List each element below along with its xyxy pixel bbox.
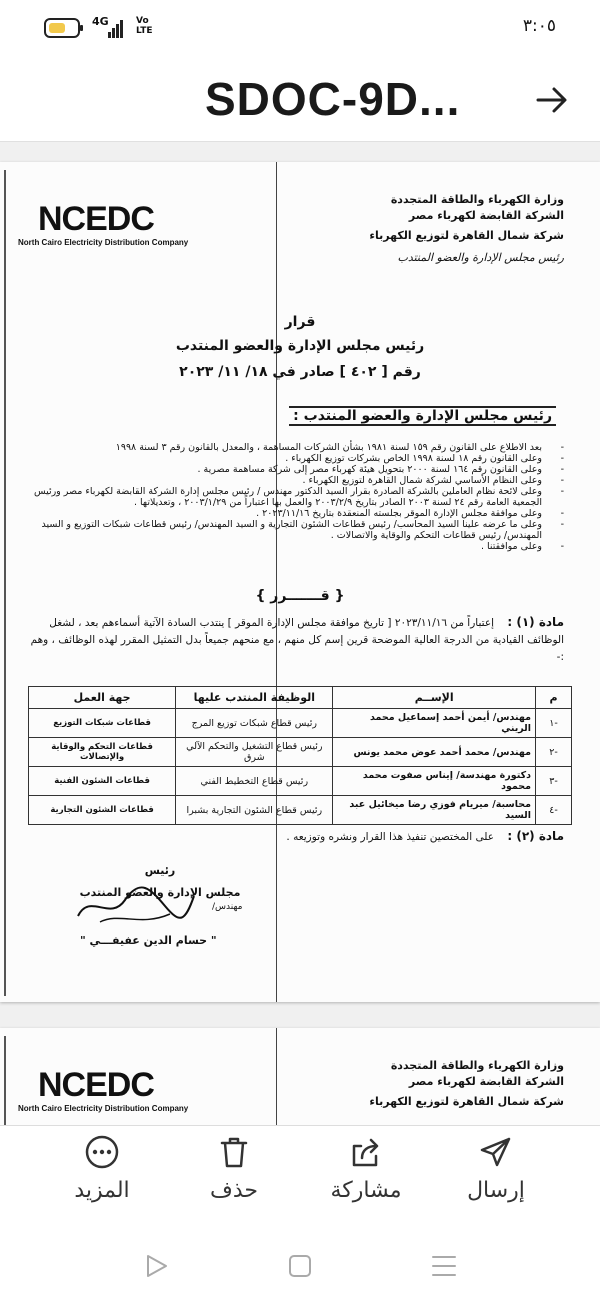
org-line-3: شركة شمال القاهرة لتوزيع الكهرباء	[369, 1095, 564, 1108]
cell-department: قطاعات الشئون الفنية	[29, 767, 176, 796]
cell-number: -٢	[536, 738, 572, 767]
share-label: مشاركة	[330, 1178, 402, 1203]
cell-name: مهندس/ أيمن أحمد إسماعيل محمد الريني	[333, 709, 536, 738]
send-icon	[478, 1134, 514, 1170]
section-heading: رئيس مجلس الإدارة والعضو المنتدب :	[0, 408, 600, 424]
preamble-list	[24, 442, 564, 552]
org-line-1: وزارة الكهرباء والطاقة المتجددة	[390, 1059, 564, 1072]
document-page-2	[0, 1028, 600, 1125]
table-row	[29, 796, 572, 825]
send-label: إرسال	[467, 1178, 525, 1203]
article-2-text: على المختصين تنفيذ هذا القرار ونشره وتوزيعه .	[286, 831, 495, 843]
table-header-row	[29, 687, 572, 709]
table-row	[29, 738, 572, 767]
cell-position: رئيس قطاع الشئون التجارية بشبرا	[176, 796, 333, 825]
signal-icon	[108, 20, 124, 38]
recents-menu-icon[interactable]	[422, 1244, 466, 1288]
col-header-number: م	[536, 687, 572, 709]
staff-table	[28, 686, 572, 825]
document-page-1	[0, 162, 600, 1002]
preamble-item: - وعلى النظام الأساسي لشركة شمال القاهرة لتوزيع الكهرباء .	[24, 475, 564, 486]
decision-title: قرار	[284, 314, 316, 330]
org-line-3: شركة شمال القاهرة لتوزيع الكهرباء	[369, 229, 564, 242]
preamble-item: - وعلى موافقتنا .	[24, 541, 564, 552]
send-button[interactable]	[436, 1126, 556, 1231]
table-row	[29, 767, 572, 796]
more-button[interactable]	[42, 1126, 162, 1231]
preamble-item: - وعلى ما عرضه علينا السيد المحاسب/ رئيس قطاعات الشئون التجارية و السيد المهندس/ رئيس قطاعات شبكات التوزيع و السيد المهندس/ رئيس قطاعات التحكم والوقاية والاتصالات .	[24, 519, 564, 541]
article-1	[24, 614, 564, 666]
cell-number: -٤	[536, 796, 572, 825]
cell-number: -١	[536, 709, 572, 738]
preamble-item: - وعلى القانون رقم ١٦٤ لسنة ٢٠٠٠ بتحويل هيئة كهرباء مصر إلى شركة مساهمة مصرية .	[24, 464, 564, 475]
cell-department: قطاعات التحكم والوقاية والإتصالات	[29, 738, 176, 767]
network-type: 4G	[92, 15, 109, 28]
col-header-department: جهة العمل	[29, 687, 176, 709]
home-square-icon[interactable]	[278, 1244, 322, 1288]
company-logo: NCEDC	[38, 200, 154, 238]
trash-icon	[216, 1134, 252, 1170]
cell-position: رئيس قطاع التشغيل والتحكم الآلي شرق	[176, 738, 333, 767]
volte-icon: Vo LTE	[136, 16, 153, 36]
decision-heading: { قـــــــرر }	[255, 588, 345, 604]
cell-department: قطاعات شبكات التوزيع	[29, 709, 176, 738]
decision-title-line2: رئيس مجلس الإدارة والعضو المنتدب	[175, 338, 425, 354]
document-title: SDOC-9D...	[205, 73, 461, 125]
signature-title-1: رئيس	[144, 864, 176, 877]
preamble-item: - وعلى لائحة نظام العاملين بالشركة الصادرة بقرار السيد الدكتور مهندس / رئيس مجلس إدارة الشركة القابضة لكهرباء مصر ورئيس الجمعية العامة رقم ٢٤ لسنة ٢٠٠٣ الصادر بتاريخ ٢٠٠٣/٢/٩ والعمل بها اعتباراً من ٢٠٠٣/١/٢٩ ، وتعديلاتها .	[24, 486, 564, 508]
back-triangle-icon[interactable]	[134, 1244, 178, 1288]
signature-name: " حسام الدين عفيفـــي "	[80, 934, 217, 947]
article-1-text: إعتباراً من ٢٠٢٣/١١/١٦ [ تاريخ موافقة مجلس الإدارة الموقر ] ينتدب السادة الآتية أسماءهم بعد ، لشغل الوظائف القيادية من الدرجة العالية الموضحة قرين إسم كل منهم ، مع منحهم جميعاً بدل التمثيل المقرر لهذه الوظائف ، وهم :-	[30, 617, 564, 663]
col-header-name: الإســم	[333, 687, 536, 709]
cell-position: رئيس قطاع شبكات توزيع المرج	[176, 709, 333, 738]
company-logo-subtitle: North Cairo Electricity Distribution Company	[18, 1104, 189, 1113]
more-label: المزيد	[74, 1178, 130, 1203]
preamble-item: - وعلى موافقة مجلس الإدارة الموقر بجلسته المنعقدة بتاريخ ٢٠٢٣/١١/١٦ .	[24, 508, 564, 519]
company-logo: NCEDC	[38, 1066, 154, 1104]
cell-name: مهندس/ محمد أحمد عوض محمد يونس	[333, 738, 536, 767]
decision-number: رقم [ ٤٠٢ ] صادر في ١٨/ ١١/ ٢٠٢٣	[179, 364, 421, 380]
org-line-2: الشركة القابضة لكهرباء مصر	[408, 209, 564, 222]
signature-prefix: مهندس/	[212, 902, 243, 912]
handwritten-signature	[70, 882, 200, 932]
article-1-label: مادة (١) :	[507, 615, 564, 629]
cell-number: -٣	[536, 767, 572, 796]
share-icon	[348, 1134, 384, 1170]
title-bar	[0, 58, 600, 142]
cell-department: قطاعات الشئون التجارية	[29, 796, 176, 825]
article-2-label: مادة (٢) :	[507, 829, 564, 843]
more-icon	[84, 1134, 120, 1170]
preamble-item: - بعد الاطلاع على القانون رقم ١٥٩ لسنة ١٩٨١ بشأن الشركات المساهمة ، والمعدل بالقانون رقم ٣ لسنة ١٩٩٨	[24, 442, 564, 453]
action-bar	[0, 1125, 600, 1230]
cell-name: محاسبة/ ميريام فوزي رضا ميخائيل عبد السيد	[333, 796, 536, 825]
status-bar	[0, 0, 600, 58]
table-row	[29, 709, 572, 738]
document-viewer[interactable]	[0, 142, 600, 1125]
share-button[interactable]	[306, 1126, 426, 1231]
org-line-2: الشركة القابضة لكهرباء مصر	[408, 1075, 564, 1088]
col-header-position: الوظيفة المنتدب عليها	[176, 687, 333, 709]
company-logo-subtitle: North Cairo Electricity Distribution Company	[18, 238, 189, 247]
arrow-right-icon[interactable]	[532, 80, 572, 120]
battery-icon	[44, 18, 80, 38]
signature-title-2: مجلس الإدارة والعضو المنتدب	[79, 886, 241, 899]
org-line-4: رئيس مجلس الإدارة والعضو المنتدب	[397, 251, 564, 264]
delete-button[interactable]	[174, 1126, 294, 1231]
cell-name: دكتورة مهندسة/ إيناس صفوت محمد محمود	[333, 767, 536, 796]
article-2	[24, 828, 564, 846]
preamble-item: - وعلى القانون رقم ١٨ لسنة ١٩٩٨ الخاص بشركات توزيع الكهرباء .	[24, 453, 564, 464]
cell-position: رئيس قطاع التخطيط الفني	[176, 767, 333, 796]
status-time: ٣:٠٥	[522, 16, 556, 36]
org-line-1: وزارة الكهرباء والطاقة المتجددة	[390, 193, 564, 206]
system-nav-bar	[0, 1230, 600, 1300]
delete-label: حذف	[210, 1178, 258, 1203]
